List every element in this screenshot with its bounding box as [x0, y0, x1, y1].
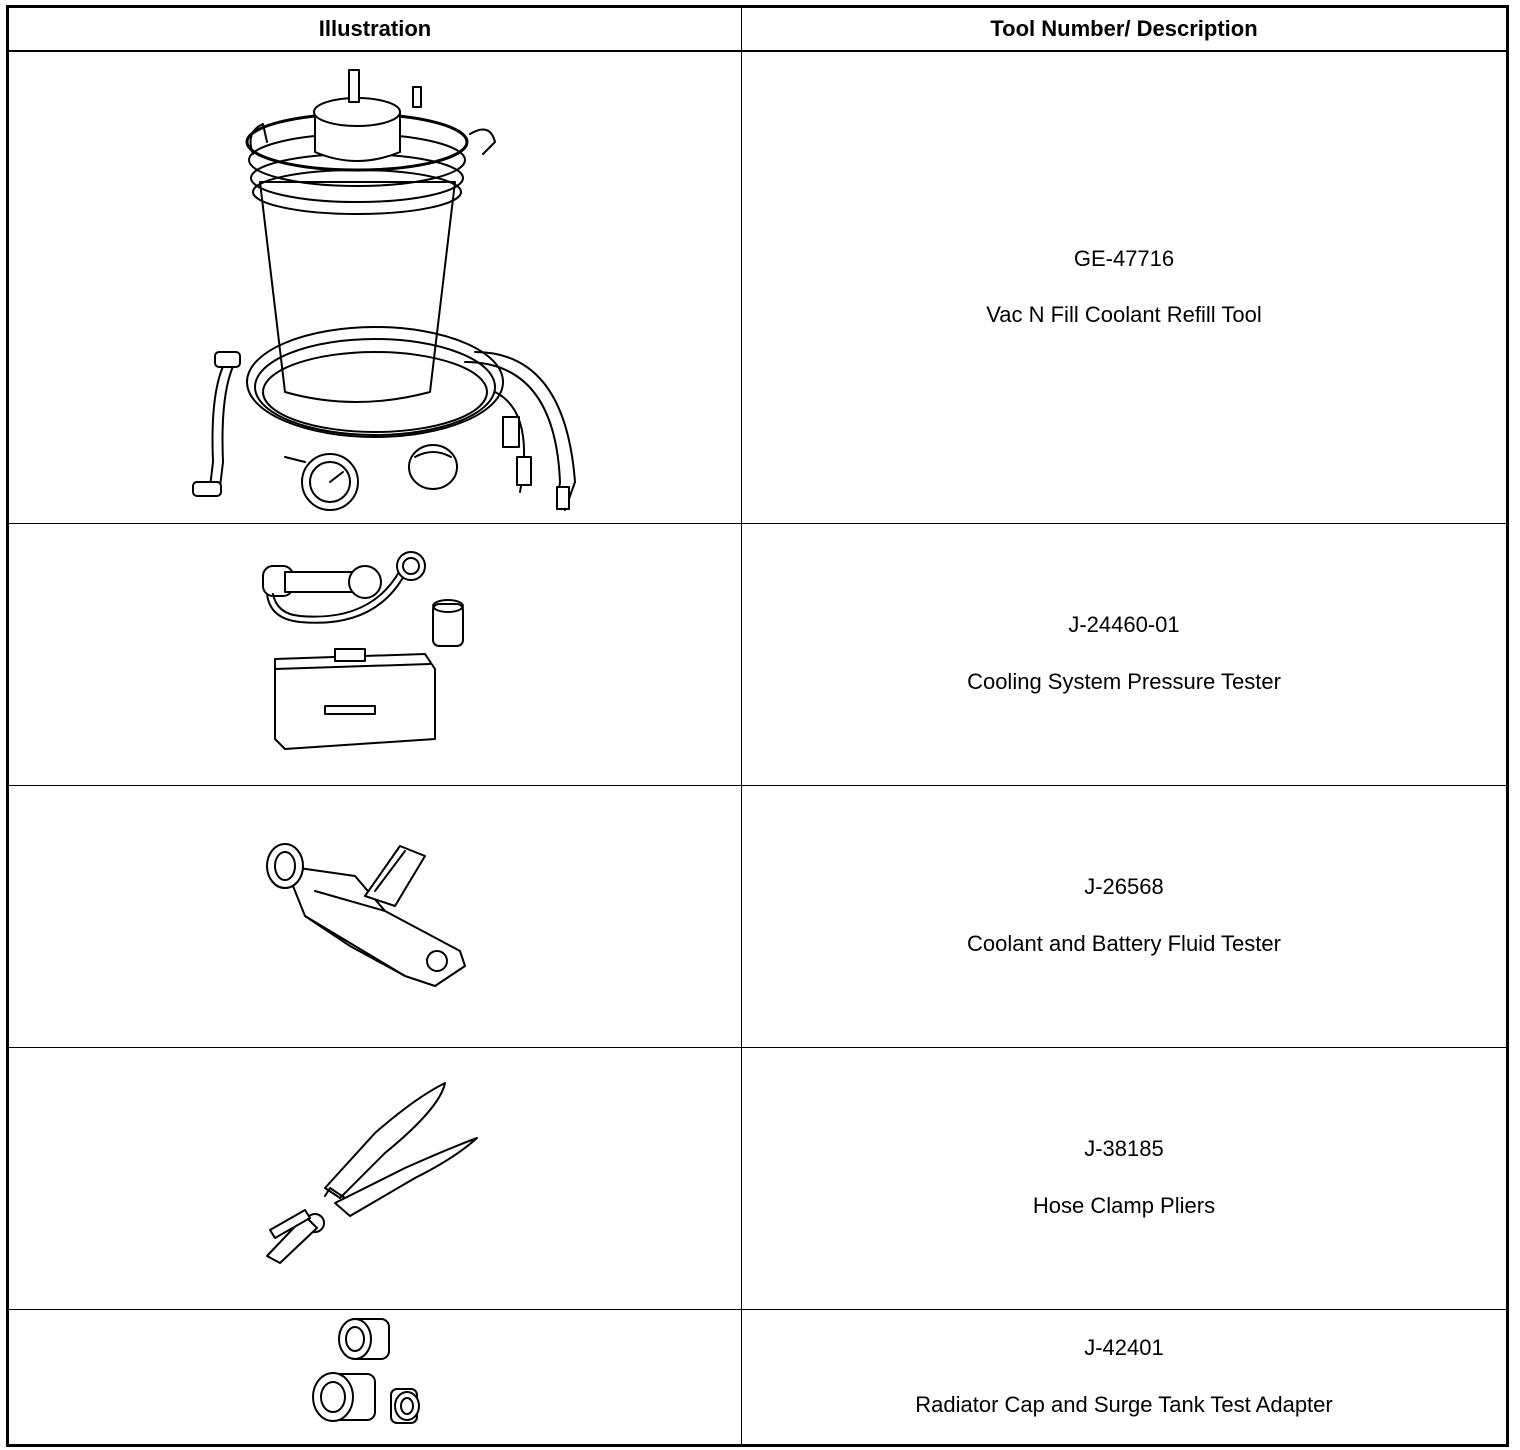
description-cell: [742, 51, 1508, 523]
tool-description: Vac N Fill Coolant Refill Tool: [986, 302, 1262, 328]
test-adapter-icon: [305, 1314, 445, 1439]
table-row: [8, 785, 1508, 1047]
illustration-header: Illustration: [8, 7, 742, 52]
header-row: [8, 7, 1508, 52]
table-row: [8, 1047, 1508, 1309]
illustration-cell: [8, 785, 742, 1047]
tool-number: J-24460-01: [1068, 612, 1180, 638]
illustration-cell: [8, 1047, 742, 1309]
tool-description: Radiator Cap and Surge Tank Test Adapter: [915, 1391, 1333, 1417]
description-cell: [742, 523, 1508, 785]
tool-number: J-42401: [1084, 1334, 1164, 1360]
illustration-cell: [8, 523, 742, 785]
illustration-cell: [8, 1309, 742, 1445]
tool-number: J-38185: [1084, 1136, 1164, 1162]
tool-number: J-26568: [1084, 874, 1164, 900]
tool-description: Cooling System Pressure Tester: [967, 669, 1281, 694]
table-row: [8, 1309, 1508, 1445]
coolant-refill-tool-icon: [165, 62, 585, 512]
description-cell: [742, 1047, 1508, 1309]
description-cell: [742, 785, 1508, 1047]
table-row: [8, 523, 1508, 785]
table-row: [8, 51, 1508, 523]
fluid-tester-icon: [255, 836, 495, 996]
tool-description: Hose Clamp Pliers: [1032, 1193, 1216, 1218]
description-cell: [742, 1309, 1508, 1445]
pressure-tester-icon: [255, 544, 495, 764]
tool-description: Coolant and Battery Fluid Tester: [967, 931, 1281, 956]
illustration-cell: [8, 51, 742, 523]
special-tools-table: [6, 5, 1509, 1447]
description-header: Tool Number/ Description: [742, 7, 1508, 52]
hose-clamp-pliers-icon: [255, 1078, 495, 1278]
tool-number: GE-47716: [1073, 245, 1175, 271]
